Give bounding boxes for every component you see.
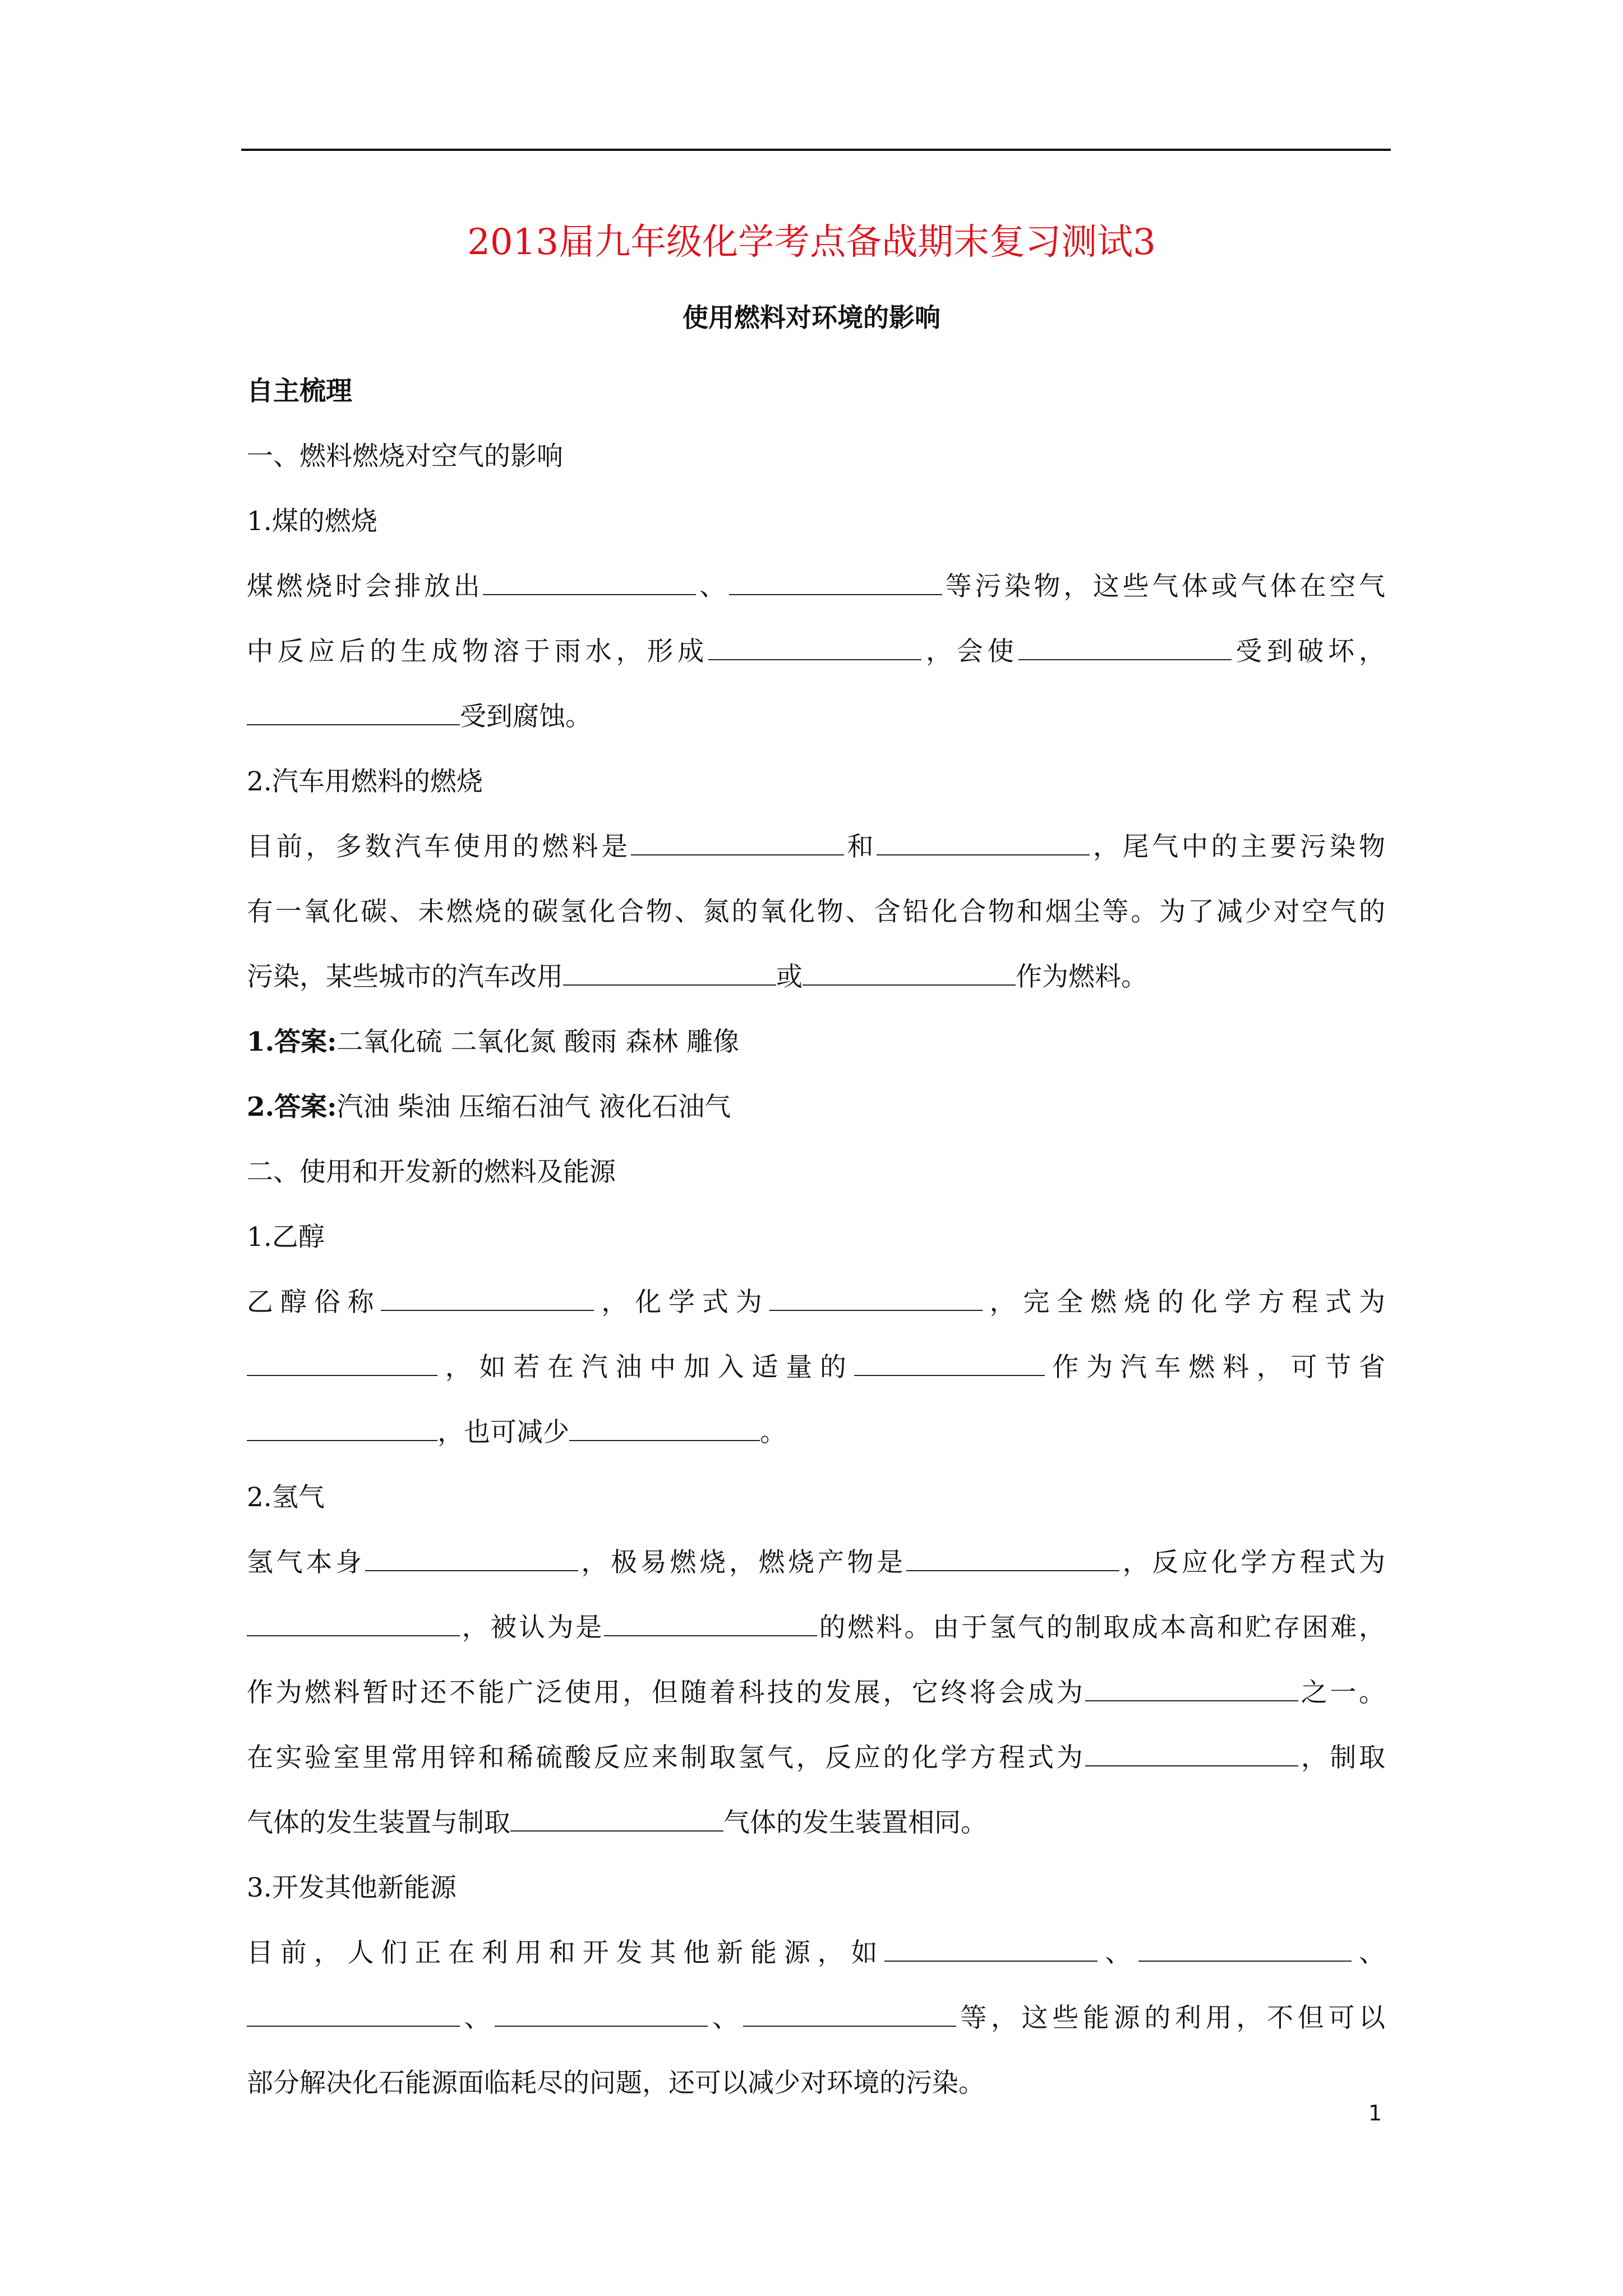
part2-heading: 二、使用和开发新的燃料及能源 [247, 1157, 616, 1188]
part2-item2-line1: 氢气本身 ，极易燃烧，燃烧产物是 ，反应化学方程式为 [247, 1530, 1385, 1595]
part2-item2-line4: 在实验室里常用锌和稀硫酸反应来制取氢气，反应的化学方程式为 ，制取 [247, 1726, 1385, 1791]
fill-blank[interactable] [906, 1538, 1119, 1571]
part2-item1-line1: 乙醇俗称 ，化学式为 ，完全燃烧的化学方程式为 [247, 1270, 1385, 1335]
part2-item3-line3: 部分解决化石能源面临耗尽的问题，还可以减少对环境的污染。 [247, 2068, 985, 2099]
fill-blank[interactable] [769, 1277, 983, 1311]
fill-blank[interactable] [247, 1603, 460, 1636]
part2-item1-line2: ，如若在汽油中加入适量的 作为汽车燃料，可节省 [247, 1335, 1385, 1400]
part2-item2-heading: 2.氢气 [247, 1482, 325, 1513]
document-title: 2013届九年级化学考点备战期末复习测试3 [467, 222, 1156, 263]
part1-item1-heading: 1.煤的燃烧 [247, 506, 377, 537]
fill-blank[interactable] [803, 952, 1016, 986]
fill-blank[interactable] [604, 1603, 817, 1636]
part2-item3-line2: 、 、 等，这些能源的利用，不但可以 [247, 1986, 1385, 2051]
fill-blank[interactable] [877, 822, 1090, 855]
fill-blank[interactable] [381, 1277, 594, 1311]
fill-blank[interactable] [884, 1928, 1098, 1962]
answer-label: 1.答案: [247, 1027, 337, 1057]
section-heading: 自主梳理 [247, 376, 352, 407]
page-number: 1 [1368, 2101, 1382, 2125]
document-subtitle: 使用燃料对环境的影响 [683, 302, 940, 333]
fill-blank[interactable] [631, 822, 844, 855]
fill-blank[interactable] [510, 1798, 723, 1832]
fill-blank[interactable] [1018, 627, 1232, 660]
header-rule [241, 149, 1391, 151]
part1-item2-line3: 污染，某些城市的汽车改用 或 作为燃料。 [247, 945, 1385, 1010]
fill-blank[interactable] [495, 1993, 708, 2027]
fill-blank[interactable] [247, 692, 460, 725]
fill-blank[interactable] [1085, 1668, 1298, 1701]
part1-item1-line1: 煤燃烧时会排放出 、 等污染物，这些气体或气体在空气 [247, 554, 1385, 619]
part2-item2-line2: ，被认为是 的燃料。由于氢气的制取成本高和贮存困难， [247, 1595, 1385, 1660]
part1-item2-line1: 目前，多数汽车使用的燃料是 和 ，尾气中的主要污染物 [247, 815, 1385, 880]
answer-2: 2.答案:汽油 柴油 压缩石油气 液化石油气 [247, 1092, 731, 1122]
fill-blank[interactable] [708, 627, 921, 660]
answer-1: 1.答案:二氧化硫 二氧化氮 酸雨 森林 雕像 [247, 1027, 740, 1057]
part1-heading: 一、燃料燃烧对空气的影响 [247, 441, 563, 472]
part1-item1-line2: 中反应后的生成物溶于雨水，形成 ，会使 受到破坏， [247, 619, 1385, 684]
part1-item2-heading: 2.汽车用燃料的燃烧 [247, 766, 483, 797]
fill-blank[interactable] [569, 1407, 760, 1441]
document-body [247, 359, 1385, 2116]
fill-blank[interactable] [483, 562, 696, 595]
fill-blank[interactable] [247, 1407, 437, 1441]
part2-item2-line3: 作为燃料暂时还不能广泛使用，但随着科技的发展，它终将会成为 之一。 [247, 1660, 1385, 1726]
fill-blank[interactable] [563, 952, 776, 986]
fill-blank[interactable] [247, 1993, 460, 2027]
fill-blank[interactable] [1138, 1928, 1352, 1962]
fill-blank[interactable] [365, 1538, 578, 1571]
fill-blank[interactable] [743, 1993, 956, 2027]
answer-label: 2.答案: [247, 1092, 337, 1122]
part1-item1-line3: 受到腐蚀。 [247, 684, 1385, 749]
part2-item1-line3: ，也可减少 。 [247, 1400, 1385, 1465]
fill-blank[interactable] [729, 562, 942, 595]
part2-item2-line5: 气体的发生装置与制取 气体的发生装置相同。 [247, 1791, 1385, 1856]
part2-item3-line1: 目前，人们正在利用和开发其他新能源，如 、 、 [247, 1921, 1385, 1986]
part2-item3-heading: 3.开发其他新能源 [247, 1872, 457, 1903]
part1-item2-line2: 有一氧化碳、未燃烧的碳氢化合物、氮的氧化物、含铅化合物和烟尘等。为了减少对空气的 [247, 896, 1385, 927]
fill-blank[interactable] [854, 1342, 1045, 1376]
part2-item1-heading: 1.乙醇 [247, 1222, 325, 1253]
fill-blank[interactable] [1085, 1733, 1298, 1766]
fill-blank[interactable] [247, 1342, 437, 1376]
